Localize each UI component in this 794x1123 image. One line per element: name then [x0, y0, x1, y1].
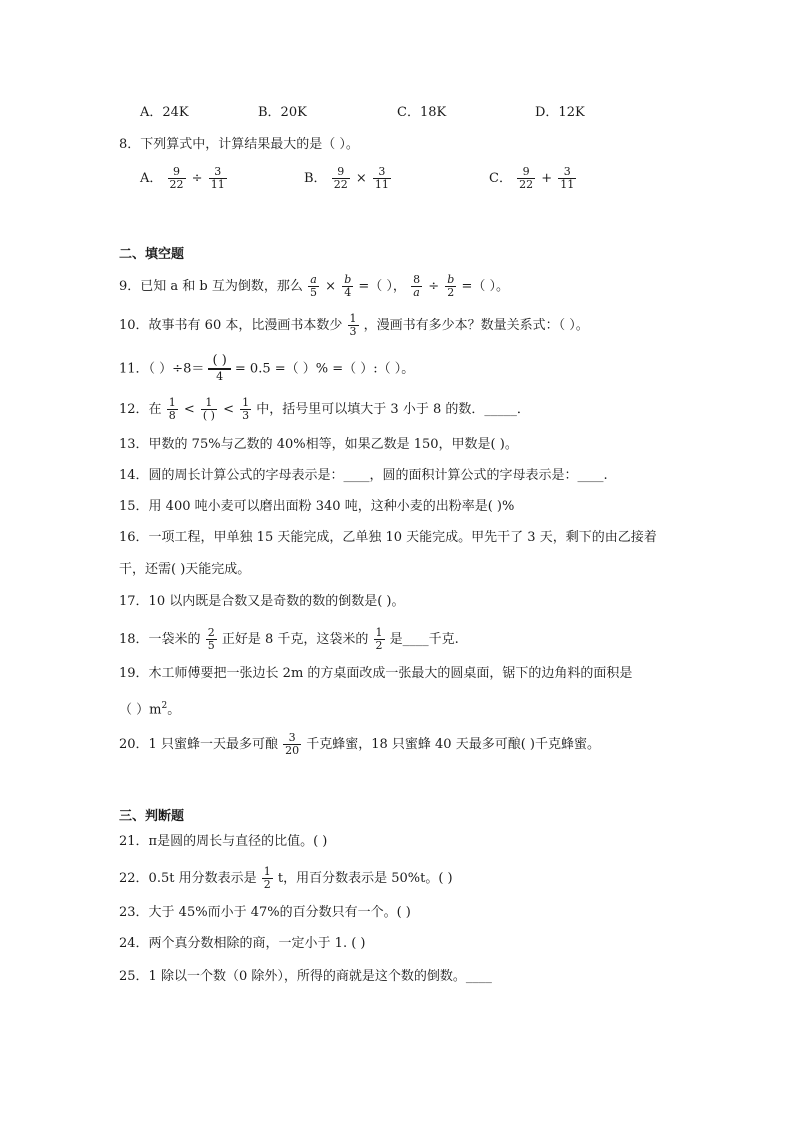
- fraction: $\frac{( )}{4}$: [208, 354, 230, 384]
- q8-option-c-label: C．: [489, 171, 512, 186]
- fraction: $\frac{3}{11}$: [560, 165, 575, 191]
- fraction: $\frac{1}{3}$: [349, 312, 357, 338]
- q16-line1: 16．一项工程，甲单独 15 天能完成，乙单独 10 天能完成。甲先干了 3 天，剩下的由乙接着: [119, 530, 657, 545]
- q8-option-a-label: A．: [140, 171, 163, 186]
- q8-option-b-label: B．: [304, 171, 327, 186]
- q10: 10．故事书有 60 本，比漫画书本数少 $\frac{1}{3}$ ，漫画书有多少本？数量关系式：（ ）。: [119, 312, 589, 338]
- fraction: $\frac{b}{4}$: [344, 273, 352, 299]
- fraction: $\frac{3}{11}$: [210, 165, 225, 191]
- plus-sign: +: [541, 171, 553, 186]
- q7-option-c: C．18K: [397, 105, 447, 120]
- q9: 9．已知 a 和 b 互为倒数，那么 $\frac{a}{5}$ × $\frac{b}{4}$ =（ ）， $\frac{8}{a}$ ÷ $\frac{b}{2}$ =（ ）。: [119, 273, 509, 299]
- q8-option-b: [304, 166, 392, 191]
- section-title-fill-in: 二、填空题: [119, 247, 185, 262]
- fraction: $\frac{3}{11}$: [374, 165, 389, 191]
- q8-option-a: [140, 166, 228, 191]
- q7-option-a: A．24K: [140, 105, 189, 120]
- fraction: $\frac{b}{2}$: [447, 273, 455, 299]
- q15: 15．用 400 吨小麦可以磨出面粉 340 吨，这种小麦的出粉率是( )%: [119, 499, 515, 514]
- fraction: $\frac{3}{20}$: [285, 731, 300, 757]
- q7-option-b: B．20K: [258, 105, 307, 120]
- fraction: $\frac{1}{2}$: [263, 865, 271, 891]
- q20: 20．1 只蜜蜂一天最多可酿 $\frac{3}{20}$ 千克蜂蜜，18 只蜜蜂 40 天最多可酿( )千克蜂蜜。: [119, 731, 600, 757]
- q11: 11．（ ）÷8＝ $\frac{( )}{4}$ = 0.5 =（ ）% =（ ）:（ ）。: [119, 353, 415, 383]
- fraction: $\frac{9}{22}$: [519, 165, 534, 191]
- q8-stem: 8．下列算式中，计算结果最大的是（ ）。: [119, 137, 359, 152]
- fraction: $\frac{1}{2}$: [375, 626, 383, 652]
- q19-line2: （ ）$m^2$。: [119, 701, 181, 718]
- q14: 14．圆的周长计算公式的字母表示是：____，圆的面积计算公式的字母表示是：____.: [119, 468, 608, 483]
- q25: 25．1 除以一个数（0 除外），所得的商就是这个数的倒数。____: [119, 969, 492, 984]
- fraction: $\frac{2}{5}$: [207, 626, 215, 652]
- multiply-sign: ×: [355, 171, 367, 186]
- q17: 17．10 以内既是合数又是奇数的数的倒数是( )。: [119, 594, 405, 609]
- fraction: $\frac{1}{( )}$: [202, 396, 215, 422]
- q13: 13．甲数的 75%与乙数的 40%相等，如果乙数是 150，甲数是( )。: [119, 437, 518, 452]
- fraction: $\frac{1}{8}$: [168, 396, 176, 422]
- q21: 21．π是圆的周长与直径的比值。( ): [119, 834, 328, 849]
- fraction: $\frac{a}{5}$: [310, 273, 318, 299]
- section-title-true-false: 三、判断题: [119, 809, 185, 824]
- q23: 23．大于 45%而小于 47%的百分数只有一个。( ): [119, 905, 411, 920]
- fraction: $\frac{9}{22}$: [333, 165, 348, 191]
- q12: 12．在 $\frac{1}{8}$ < $\frac{1}{( )}$ < $\frac{1}{3}$ 中，括号里可以填大于 3 小于 8 的数．_____．: [119, 396, 530, 422]
- q8-option-c: [489, 166, 577, 191]
- fraction: $\frac{1}{3}$: [242, 396, 250, 422]
- q22: 22．0.5t 用分数表示是 $\frac{1}{2}$ t，用百分数表示是 50%t。( ): [119, 865, 453, 891]
- divide-sign: ÷: [191, 171, 203, 186]
- q18: 18．一袋米的 $\frac{2}{5}$ 正好是 8 千克，这袋米的 $\frac{1}{2}$ 是____千克.: [119, 626, 459, 652]
- fraction: $\frac{9}{22}$: [169, 165, 184, 191]
- q7-option-d: D．12K: [535, 105, 585, 120]
- q16-line2: 干，还需( )天能完成。: [119, 562, 251, 577]
- fraction: $\frac{8}{a}$: [413, 273, 421, 299]
- q19-line1: 19．木工师傅要把一张边长 2m 的方桌面改成一张最大的圆桌面，锯下的边角料的面积是: [119, 666, 633, 681]
- q24: 24．两个真分数相除的商，一定小于 1. ( ): [119, 936, 366, 951]
